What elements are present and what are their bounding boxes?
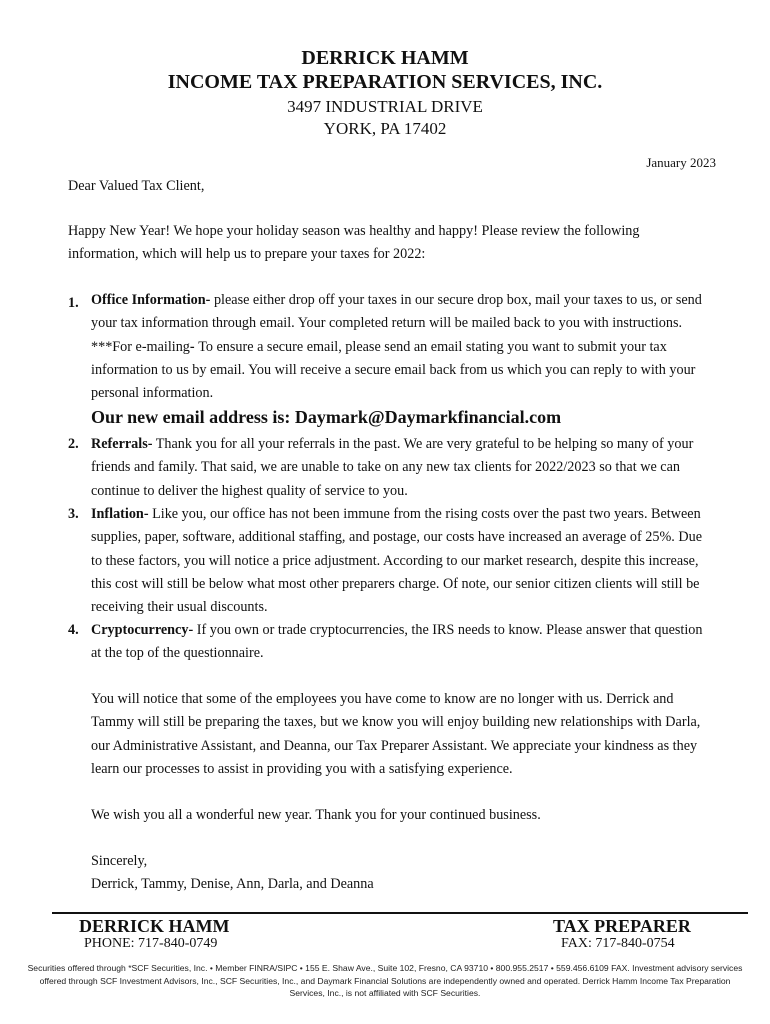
item-heading: Office Information- — [91, 292, 211, 308]
item-number: 4. — [68, 622, 79, 638]
item-text: personal information. — [91, 385, 214, 402]
paragraph-line: our Administrative Assistant, and Deanna, our Tax Preparer Assistant. We appreciate your kindness as they — [91, 737, 698, 754]
item-text: this cost will still be below what most other preparers charge. Of note, our senior citizen clients will still be — [91, 575, 700, 592]
letterhead-name: DERRICK HAMM — [301, 47, 469, 69]
salutation: Dear Valued Tax Client, — [68, 178, 205, 194]
footer-title: TAX PREPARER — [553, 916, 691, 936]
staff-paragraph — [91, 688, 700, 781]
closing-wish: We wish you all a wonderful new year. Thank you for your continued business. — [91, 807, 541, 823]
item-text: Thank you for all your referrals in the past. We are very grateful to be helping so many of your — [152, 436, 694, 452]
item-heading: Referrals- — [91, 436, 153, 452]
securities-disclaimer: Securities offered through *SCF Securities, Inc. • Member FINRA/SIPC • 155 E. Shaw Ave., Suite 102, Fresno, CA 93710 • 800.955.2517 • 559.456.6109 FAX. Investment advisory services offered through SCF Investment Advisors, Inc., SCF Securities, Inc., and Daymark Financial Solutions are independently owned and operated. Derrick Hamm Income Tax Preparation Services, Inc., is not affiliated with SCF Securities. — [27, 963, 743, 999]
item-heading: Inflation- — [91, 506, 149, 522]
item-text: continue to deliver the highest quality of service to you. — [91, 482, 408, 499]
letterhead-street: 3497 INDUSTRIAL DRIVE — [287, 97, 483, 116]
email-notice: Our new email address is: Daymark@Daymarkfinancial.com — [91, 407, 562, 427]
footer-name: DERRICK HAMM — [79, 916, 230, 936]
list-item-office-information — [91, 289, 751, 405]
item-heading: Cryptocurrency- — [91, 622, 194, 638]
item-subnote-text: To ensure a secure email, please send an email stating you want to submit your tax — [198, 338, 667, 355]
paragraph-line: You will notice that some of the employees you have come to know are no longer with us. Derrick and — [91, 691, 674, 707]
footer-phone: PHONE: 717-840-0749 — [84, 936, 218, 951]
intro-line: information, which will help us to prepare your taxes for 2022: — [68, 246, 426, 263]
item-text: please either drop off your taxes in our secure drop box, mail your taxes to us, or send — [210, 292, 702, 308]
list-item-inflation — [91, 503, 751, 619]
intro-line: Happy New Year! We hope your holiday season was healthy and happy! Please review the following — [68, 223, 640, 239]
intro-paragraph — [68, 220, 639, 267]
paragraph-line: learn our processes to assist in providing you with a satisfying experience. — [91, 760, 513, 777]
list-item-cryptocurrency — [91, 619, 751, 666]
item-text: to these factors, you will notice a price adjustment. According to our market research, despite this increase, — [91, 552, 699, 569]
item-text: information to us by email. You will receive a secure email back from us which you can reply to with your — [91, 361, 696, 378]
item-text: friends and family. That said, we are unable to take on any new tax clients for 2022/2023 so that we can — [91, 459, 680, 476]
item-text: supplies, paper, software, additional staffing, and postage, our costs have increased an average of 25%. Due — [91, 529, 702, 546]
signatories: Derrick, Tammy, Denise, Ann, Darla, and Deanna — [91, 876, 374, 892]
item-text: receiving their usual discounts. — [91, 599, 268, 616]
signoff: Sincerely, — [91, 853, 148, 869]
letter-date: January 2023 — [646, 155, 716, 170]
item-subnote-dash: - — [189, 338, 199, 355]
footer-divider — [52, 912, 748, 914]
item-number: 1. — [68, 295, 79, 311]
list-item-referrals — [91, 433, 751, 503]
item-number: 2. — [68, 436, 79, 452]
letterhead-company: INCOME TAX PREPARATION SERVICES, INC. — [167, 71, 603, 93]
item-text: your tax information through email. Your completed return will be mailed back to you with instructions. — [91, 315, 683, 332]
item-text: Like you, our office has not been immune from the rising costs over the past two years. Between — [148, 506, 701, 522]
item-subnote-prefix: ***For e-mailing — [91, 338, 190, 355]
item-text: If you own or trade cryptocurrencies, the IRS needs to know. Please answer that question — [193, 622, 703, 638]
item-text: at the top of the questionnaire. — [91, 645, 264, 662]
paragraph-line: Tammy will still be preparing the taxes, but we know you will enjoy building new relationships with Darla, — [91, 714, 701, 731]
letterhead-city: YORK, PA 17402 — [323, 119, 447, 138]
item-number: 3. — [68, 506, 79, 522]
footer-fax: FAX: 717-840-0754 — [561, 936, 675, 951]
